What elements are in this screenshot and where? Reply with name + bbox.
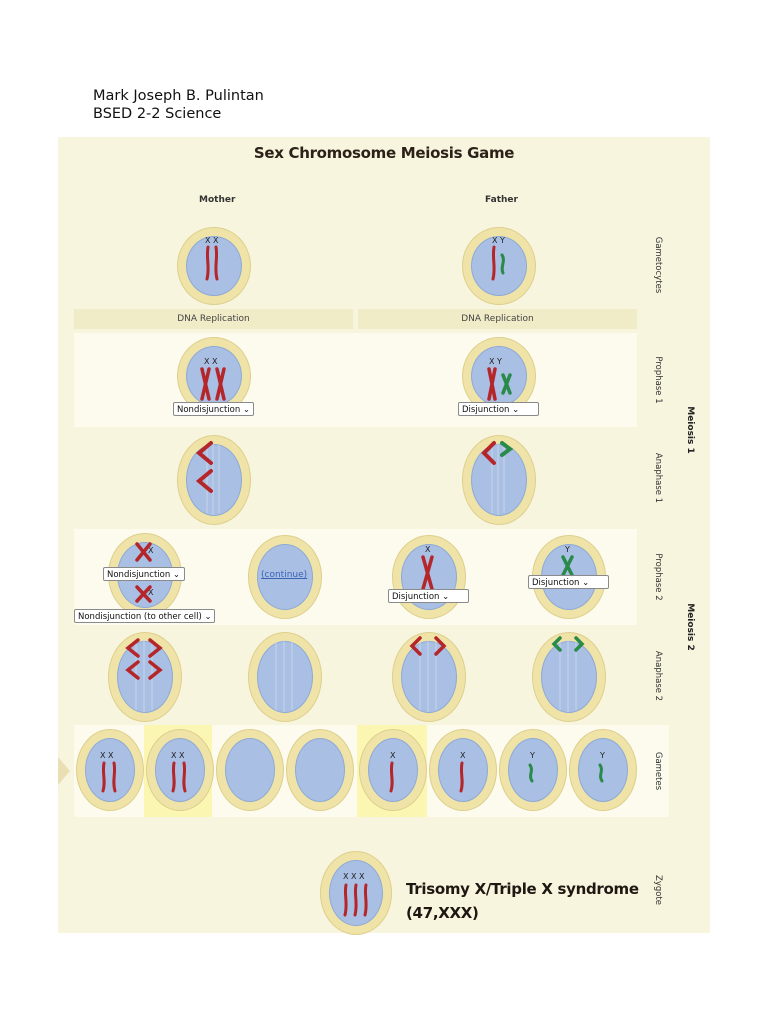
dna-replication-father: DNA Replication [358,309,637,329]
gamete-7-chromosome [524,763,540,783]
stage-label-prophase1: Prophase 1 [653,356,663,404]
mother-prophase2-bottom-chromosome [134,584,154,604]
mother-anaphase1-spindle [177,435,249,523]
continue-link[interactable]: (continue) [261,570,308,580]
dna-replication-mother: DNA Replication [74,309,353,329]
gamete-5-chromosome [384,761,400,793]
result-title: Trisomy X/Triple X syndrome [406,880,639,898]
father-anaphase2-spindle-y [532,632,604,720]
result-karyotype: (47,XXX) [406,904,479,922]
mother-prophase1-chromosomes [198,367,230,401]
father-prophase2-y-chromosome [558,555,578,577]
father-prophase1-chromosomes [484,367,516,401]
father-label: Father [485,195,518,205]
document-header [93,87,264,123]
stage-label-anaphase1: Anaphase 1 [653,452,663,504]
chromosome-label: X [148,546,154,555]
mother-prophase2-top-chromosome [134,541,154,563]
zygote-chromosomes [340,883,372,917]
chromosome-label: X X X [343,872,365,881]
mother-prophase2-other-cell-select[interactable]: Nondisjunction (to other cell) ⌄ [74,609,215,623]
stage-label-anaphase2: Anaphase 2 [653,650,663,702]
chromosome-label: X [425,545,431,554]
stage-label-gametocytes: Gametocytes [653,236,663,294]
mother-anaphase2-spindle-1 [108,632,180,720]
chromosome-label: Y [565,545,570,554]
author-name: Mark Joseph B. Pulintan [93,88,264,104]
mother-label: Mother [199,195,236,205]
gamete-cell-4[interactable] [286,729,354,811]
chromosome-label: X [390,751,396,760]
stage-label-gametes: Gametes [653,751,663,791]
course-name: BSED 2-2 Science [93,106,222,122]
chromosome-label: X X [205,236,219,245]
father-prophase1-select[interactable]: Disjunction ⌄ [458,402,539,416]
chromosome-label: X [460,751,466,760]
chromosome-label: X X [171,751,185,760]
chromosome-label: X X [100,751,114,760]
result-syndrome [406,877,639,925]
chromosome-label: X Y [489,357,502,366]
chromosome-label: Y [530,751,535,760]
stage-label-prophase2: Prophase 2 [653,553,663,601]
mother-prophase1-select[interactable]: Nondisjunction ⌄ [173,402,254,416]
gamete-6-chromosome [454,761,470,793]
father-prophase2-x-chromosome [418,555,438,591]
chromosome-label: X Y [492,236,505,245]
prophase1-row [74,333,637,427]
gamete-cell-3[interactable] [216,729,284,811]
chromosome-label: X X [204,357,218,366]
father-prophase2-select-1[interactable]: Disjunction ⌄ [388,589,469,603]
father-gametocyte-chromosomes [484,245,514,281]
stage-label-zygote: Zygote [653,874,663,906]
father-prophase2-select-2[interactable]: Disjunction ⌄ [528,575,609,589]
gamete-2-chromosomes [168,761,192,793]
meiosis1-label: Meiosis 1 [685,406,695,454]
mother-gametocyte-chromosomes [198,245,228,281]
mother-prophase2-select[interactable]: Nondisjunction ⌄ [103,567,185,581]
father-anaphase2-spindle-x [392,632,464,720]
chromosome-label: Y [600,751,605,760]
chromosome-label: X [148,588,154,597]
selection-arrow-icon [58,757,70,785]
game-title: Sex Chromosome Meiosis Game [253,144,515,162]
gamete-8-chromosome [594,763,610,783]
meiosis-game-board [58,137,710,933]
mother-anaphase2-spindle-2 [248,632,320,720]
meiosis2-label: Meiosis 2 [685,603,695,651]
gamete-1-chromosomes [98,761,122,793]
father-anaphase1-spindle [462,435,534,523]
